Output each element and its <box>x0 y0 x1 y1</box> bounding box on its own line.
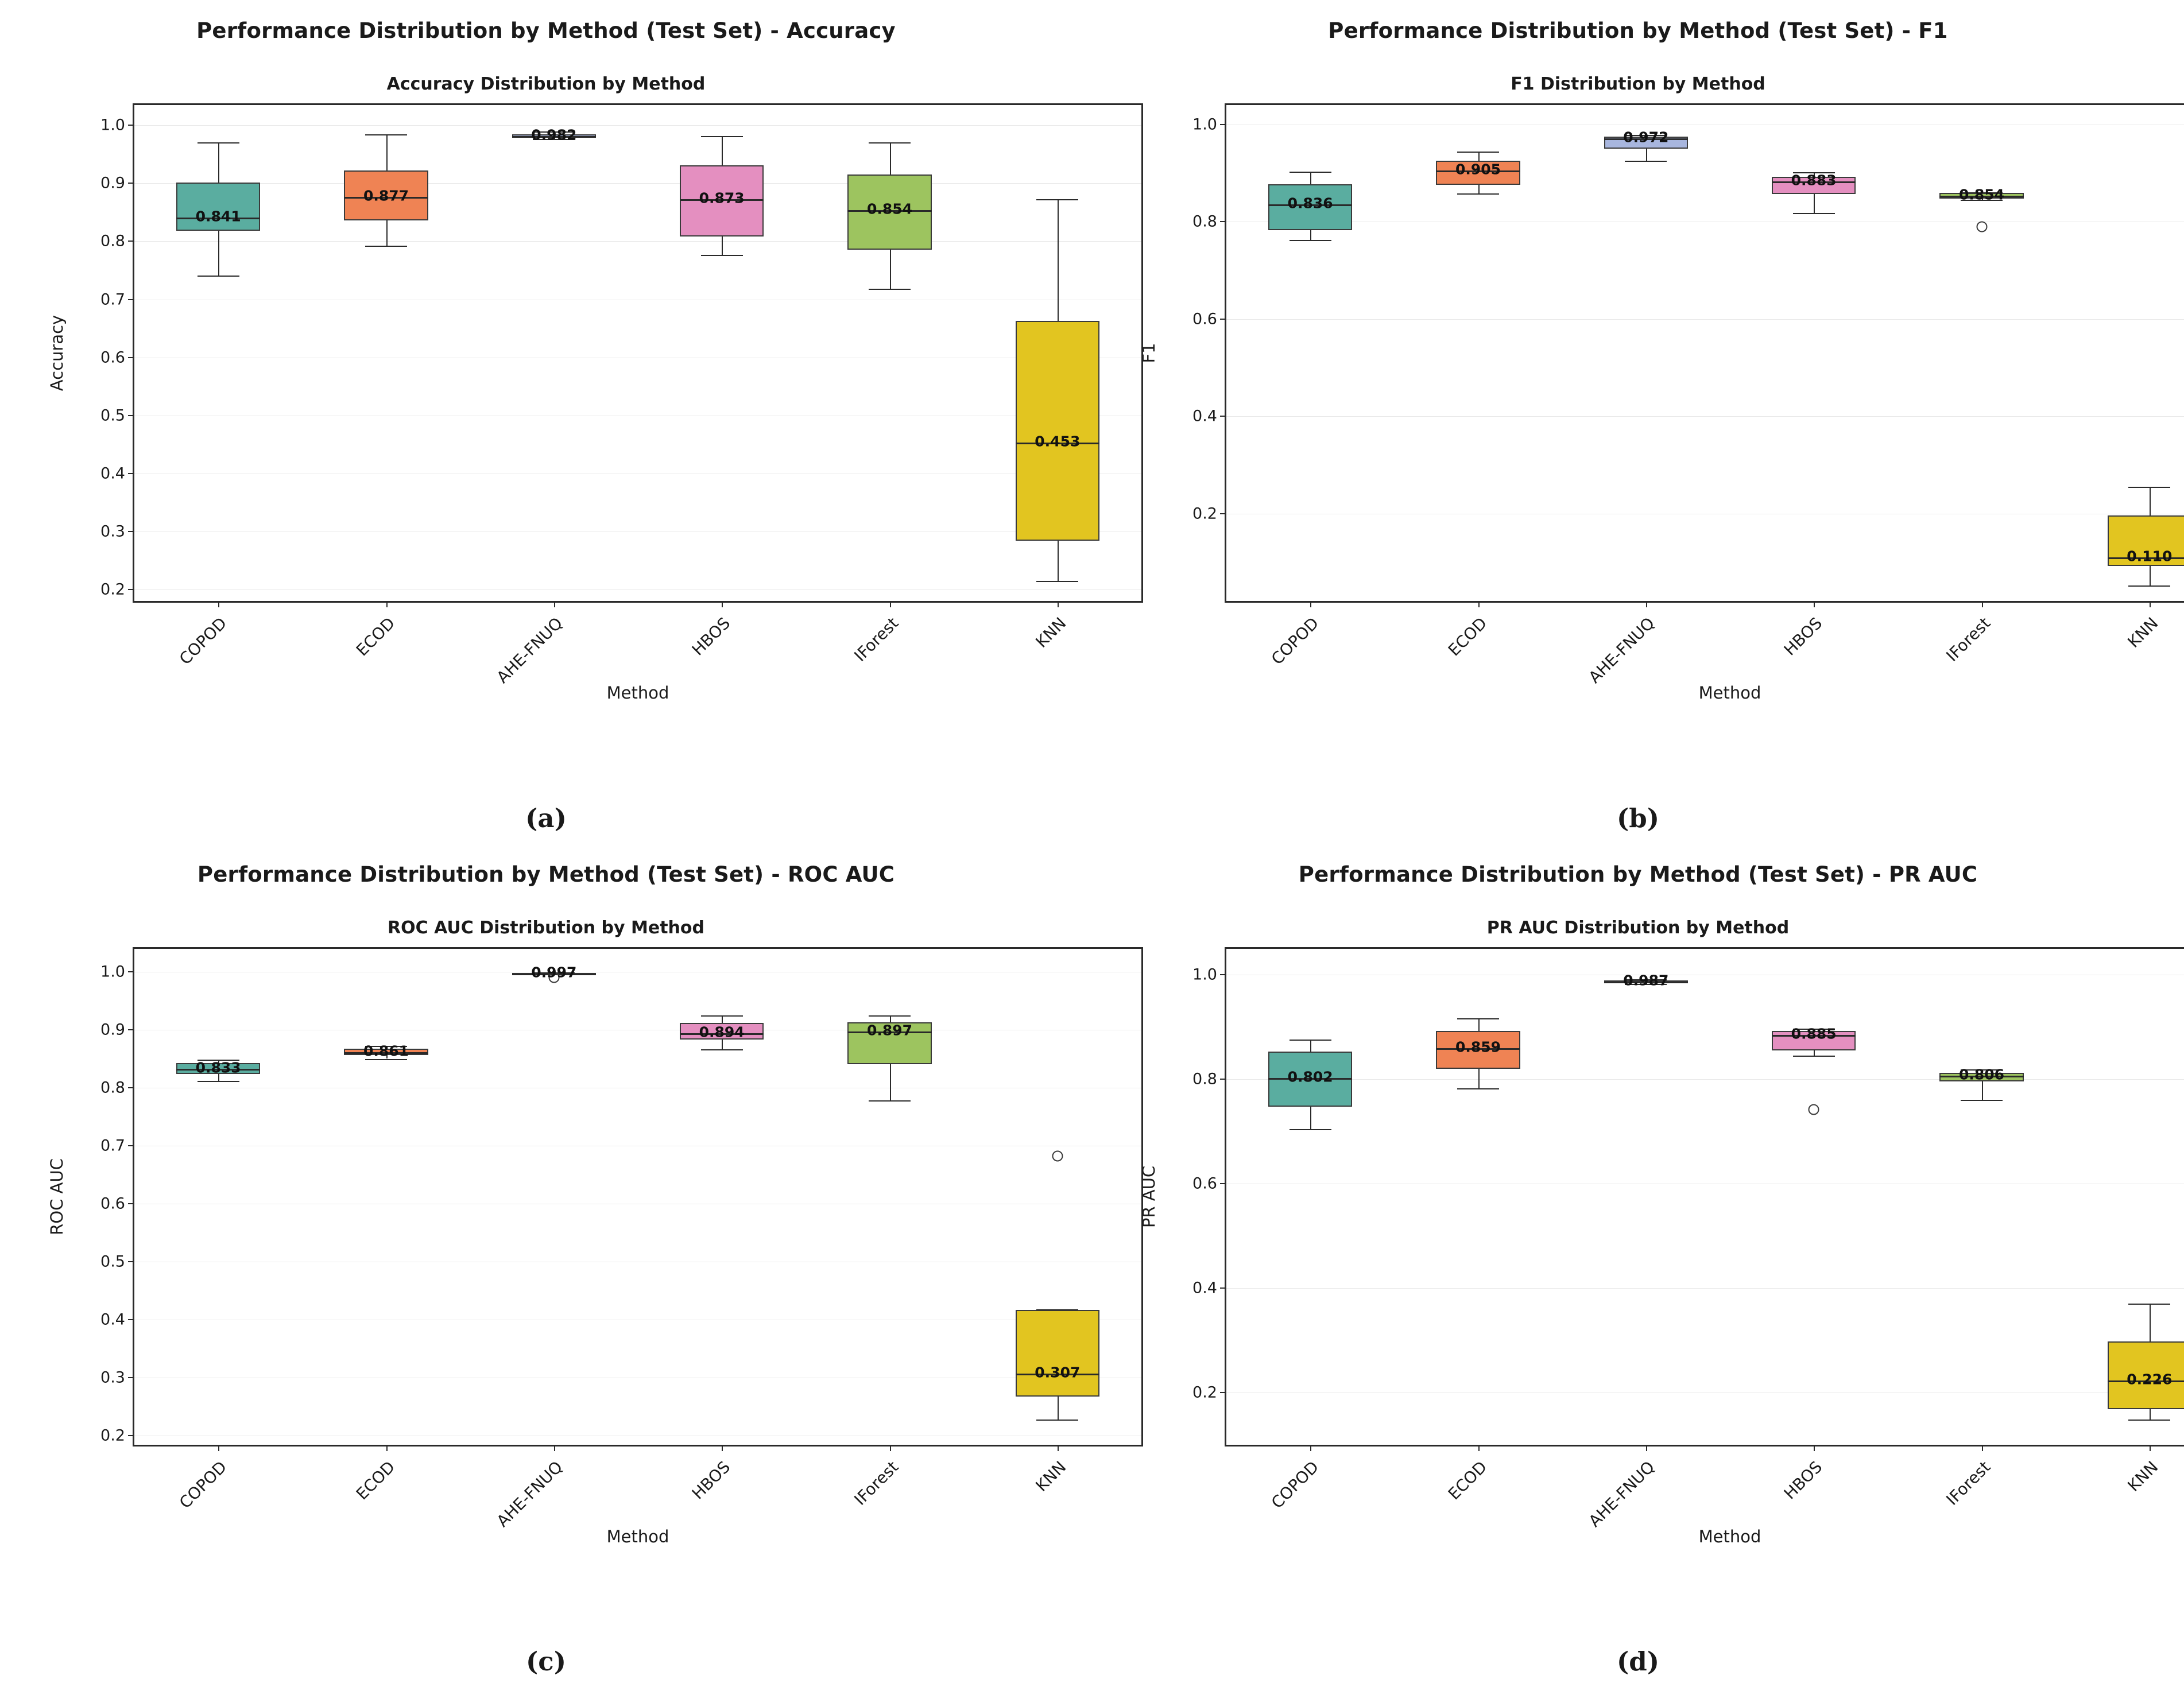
boxplot-whisker-lower <box>1058 541 1059 581</box>
x-tick-label: COPOD <box>175 614 231 669</box>
y-tick-label: 0.5 <box>100 1252 125 1271</box>
panel-b-axes <box>1139 103 2184 703</box>
panel-b-suptitle: Performance Distribution by Method (Test Set) - F1 <box>1328 18 1948 43</box>
x-tick-label: IForest <box>1942 1457 1994 1509</box>
boxplot-cap-upper <box>2128 1304 2170 1305</box>
panel-a-axes-title: Accuracy Distribution by Method <box>386 74 706 94</box>
x-tick-mark <box>554 601 555 607</box>
x-tick-label: HBOS <box>688 1457 734 1503</box>
panel-c-axes <box>47 947 1160 1546</box>
boxplot-median-label: 0.873 <box>699 189 745 207</box>
boxplot-cap-lower <box>1457 1088 1499 1089</box>
boxplot-median-label: 0.987 <box>1623 972 1669 989</box>
y-tick-label: 0.2 <box>1192 1383 1217 1402</box>
y-tick-mark <box>1220 416 1226 417</box>
x-tick-label: ECOD <box>352 614 398 660</box>
panel-d-letter: (d) <box>1616 1646 1660 1677</box>
y-gridline <box>1226 416 2184 417</box>
y-tick-mark <box>1220 124 1226 125</box>
boxplot-cap-lower <box>198 1081 239 1082</box>
boxplot-median-label: 0.110 <box>2127 548 2173 565</box>
x-tick-mark <box>2150 601 2151 607</box>
boxplot-cap-lower <box>2128 585 2170 587</box>
y-tick-mark <box>128 241 134 242</box>
panel-d-suptitle: Performance Distribution by Method (Test Set) - PR AUC <box>1298 862 1978 887</box>
x-tick-label: IForest <box>850 614 902 665</box>
panel-c-ylabel: ROC AUC <box>47 1158 67 1235</box>
boxplot-median-label: 0.883 <box>1791 172 1837 189</box>
boxplot-whisker-lower <box>890 250 891 289</box>
x-tick-label: ECOD <box>352 1457 398 1503</box>
boxplot-whisker-upper <box>722 136 723 166</box>
x-tick-label: COPOD <box>1267 1457 1323 1513</box>
boxplot-whisker-lower <box>1814 1050 1815 1056</box>
boxplot-cap-lower <box>1036 581 1078 582</box>
y-tick-mark <box>128 473 134 474</box>
boxplot-cap-lower <box>701 255 743 256</box>
boxplot-median-label: 0.841 <box>195 208 241 225</box>
boxplot-whisker-lower <box>890 1064 891 1101</box>
boxplot-whisker-upper <box>1310 1040 1311 1052</box>
panel-b-xlabel: Method <box>1698 683 1761 703</box>
boxplot-cap-lower <box>1290 1129 1331 1130</box>
boxplot-cap-lower <box>1793 213 1835 214</box>
y-tick-mark <box>128 1319 134 1320</box>
boxplot-whisker-upper <box>2150 487 2151 515</box>
y-tick-label: 0.6 <box>100 348 125 367</box>
boxplot-median-label: 0.836 <box>1287 195 1333 212</box>
boxplot-median-label: 0.806 <box>1958 1066 2005 1083</box>
y-tick-mark <box>128 1261 134 1262</box>
y-tick-mark <box>1220 1183 1226 1184</box>
x-tick-mark <box>2150 1445 2151 1451</box>
panel-b-ylabel: F1 <box>1139 343 1159 363</box>
panel-a-letter: (a) <box>525 802 567 833</box>
boxplot-cap-upper <box>1457 1018 1499 1019</box>
y-gridline <box>134 183 1141 184</box>
boxplot-box <box>1016 321 1099 541</box>
y-tick-mark <box>128 299 134 300</box>
boxplot-median-label: 0.894 <box>699 1023 745 1041</box>
boxplot-cap-lower <box>701 1049 743 1050</box>
x-tick-mark <box>1646 1445 1647 1451</box>
boxplot-median-label: 0.897 <box>866 1022 913 1039</box>
x-tick-label: AHE-FNUQ <box>493 1457 567 1531</box>
y-gridline <box>134 125 1141 126</box>
boxplot-cap-upper <box>198 142 239 144</box>
panel-c-axes-title: ROC AUC Distribution by Method <box>388 917 704 938</box>
boxplot-cap-upper <box>1290 172 1331 173</box>
boxplot-cap-upper <box>1290 1040 1331 1041</box>
x-tick-mark <box>1646 601 1647 607</box>
x-tick-label: COPOD <box>1267 614 1323 669</box>
panel-b-plot-area <box>1192 103 2184 687</box>
x-tick-label: KNN <box>2124 614 2162 651</box>
x-tick-mark <box>1814 1445 1815 1451</box>
y-tick-label: 0.2 <box>100 580 125 599</box>
y-tick-mark <box>1220 974 1226 975</box>
y-tick-label: 0.2 <box>100 1426 125 1445</box>
panel-c-plot-area <box>100 947 1143 1531</box>
x-tick-mark <box>722 601 723 607</box>
x-tick-mark <box>554 1445 555 1451</box>
boxplot-cap-lower <box>869 1100 911 1102</box>
y-tick-label: 0.2 <box>1192 505 1217 523</box>
x-tick-mark <box>218 601 219 607</box>
x-tick-label: KNN <box>1032 614 1070 651</box>
panel-d-axes <box>1139 947 2184 1546</box>
y-tick-mark <box>128 125 134 126</box>
boxplot-whisker-lower <box>722 236 723 254</box>
boxplot-whisker-upper <box>1478 152 1480 160</box>
x-tick-mark <box>1814 601 1815 607</box>
boxplot-median-label: 0.802 <box>1287 1068 1333 1085</box>
y-tick-label: 0.6 <box>1192 1174 1217 1193</box>
y-gridline <box>134 241 1141 242</box>
y-tick-mark <box>128 415 134 416</box>
boxplot-box <box>1016 1310 1099 1397</box>
x-tick-mark <box>1058 601 1059 607</box>
boxplot-median-label: 0.854 <box>866 200 913 218</box>
panel-b-plot <box>1127 98 2173 703</box>
x-tick-mark <box>1310 601 1311 607</box>
x-tick-label: IForest <box>1942 614 1994 665</box>
y-tick-label: 1.0 <box>100 116 125 134</box>
boxplot-outlier <box>1976 221 1987 232</box>
boxplot-whisker-upper <box>890 142 891 175</box>
boxplot-median-label: 0.307 <box>1035 1364 1081 1381</box>
panel-b-axes-title: F1 Distribution by Method <box>1511 74 1765 94</box>
boxplot-whisker-lower <box>2150 566 2151 585</box>
boxplot-cap-upper <box>701 1015 743 1017</box>
boxplot-cap-upper <box>365 134 407 135</box>
y-tick-label: 0.5 <box>100 406 125 425</box>
boxplot-cap-lower <box>1961 1100 2003 1101</box>
y-tick-label: 0.3 <box>100 522 125 541</box>
boxplot-cap-upper <box>2128 487 2170 488</box>
panel-a-plot-area <box>100 103 1143 687</box>
y-tick-label: 0.4 <box>1192 1279 1217 1297</box>
y-tick-mark <box>1220 1079 1226 1080</box>
boxplot-cap-upper <box>1036 1309 1078 1310</box>
y-tick-mark <box>128 1377 134 1378</box>
boxplot-whisker-upper <box>1478 1018 1480 1031</box>
boxplot-whisker-lower <box>722 1040 723 1049</box>
x-tick-label: KNN <box>1032 1457 1070 1495</box>
x-tick-mark <box>890 1445 891 1451</box>
y-tick-label: 1.0 <box>1192 115 1217 134</box>
panel-c-suptitle: Performance Distribution by Method (Test Set) - ROC AUC <box>197 862 895 887</box>
boxplot-whisker-lower <box>1982 1081 1983 1100</box>
boxplot-cap-lower <box>365 246 407 247</box>
y-tick-label: 0.9 <box>100 174 125 192</box>
boxplot-cap-lower <box>1457 193 1499 195</box>
panel-b-letter: (b) <box>1616 802 1660 833</box>
x-tick-mark <box>1478 1445 1480 1451</box>
y-tick-mark <box>128 1029 134 1030</box>
panel-d-plot-area <box>1192 947 2184 1531</box>
x-tick-label: COPOD <box>175 1457 231 1513</box>
y-tick-label: 0.4 <box>100 1310 125 1329</box>
boxplot-whisker-upper <box>218 142 219 183</box>
panel-a-xlabel: Method <box>606 683 669 703</box>
boxplot-median-label: 0.885 <box>1791 1025 1837 1042</box>
boxplot-outlier <box>1052 1151 1063 1162</box>
boxplot-cap-lower <box>1290 240 1331 241</box>
y-tick-mark <box>128 1087 134 1088</box>
y-tick-mark <box>1220 1392 1226 1393</box>
boxplot-median-label: 0.226 <box>2127 1371 2173 1388</box>
panel-d-ylabel: PR AUC <box>1139 1165 1159 1228</box>
boxplot-cap-upper <box>1457 152 1499 153</box>
y-tick-mark <box>128 1203 134 1204</box>
boxplot-whisker-lower <box>2150 1409 2151 1420</box>
y-tick-mark <box>128 971 134 972</box>
panel-a-ylabel: Accuracy <box>47 315 67 391</box>
panel-d-axes-title: PR AUC Distribution by Method <box>1486 917 1790 938</box>
y-tick-label: 1.0 <box>100 963 125 981</box>
panel-c-xlabel: Method <box>606 1526 669 1546</box>
y-tick-label: 0.4 <box>100 464 125 483</box>
panel-a <box>0 0 1092 844</box>
x-tick-label: HBOS <box>1780 614 1826 660</box>
y-tick-mark <box>128 1145 134 1146</box>
boxplot-median-label: 0.905 <box>1455 161 1501 178</box>
boxplot-whisker-lower <box>218 231 219 276</box>
y-tick-label: 0.8 <box>1192 212 1217 231</box>
boxplot-whisker-lower <box>1814 194 1815 213</box>
boxplot-whisker-lower <box>386 220 388 245</box>
boxplot-median-label: 0.972 <box>1623 129 1669 146</box>
boxplot-whisker-lower <box>1310 230 1311 241</box>
y-tick-label: 0.4 <box>1192 407 1217 425</box>
y-tick-label: 0.8 <box>100 232 125 250</box>
x-tick-label: KNN <box>2124 1457 2162 1495</box>
boxplot-median-label: 0.453 <box>1035 433 1081 450</box>
boxplot-whisker-upper <box>2150 1304 2151 1341</box>
y-tick-label: 1.0 <box>1192 965 1217 984</box>
x-tick-label: HBOS <box>688 614 734 660</box>
boxplot-median-label: 0.861 <box>363 1042 409 1060</box>
boxplot-whisker-lower <box>1478 185 1480 193</box>
y-tick-mark <box>128 357 134 358</box>
boxplot-cap-lower <box>869 289 911 290</box>
panel-a-plot <box>35 98 1081 703</box>
y-tick-label: 0.3 <box>100 1368 125 1387</box>
y-tick-mark <box>1220 1287 1226 1289</box>
x-tick-mark <box>1982 601 1983 607</box>
x-tick-mark <box>1058 1445 1059 1451</box>
panel-c-plot <box>35 941 1081 1546</box>
boxplot-outlier <box>1809 1104 1819 1115</box>
y-tick-mark <box>128 183 134 184</box>
x-tick-mark <box>1478 601 1480 607</box>
boxplot-whisker-upper <box>386 134 388 171</box>
boxplot-median-label: 0.833 <box>195 1059 241 1076</box>
x-tick-mark <box>890 601 891 607</box>
boxplot-median-label: 0.854 <box>1958 186 2005 203</box>
x-tick-label: AHE-FNUQ <box>493 614 567 687</box>
y-gridline <box>1226 1288 2184 1289</box>
y-tick-label: 0.7 <box>100 290 125 309</box>
y-tick-label: 0.9 <box>100 1021 125 1039</box>
boxplot-cap-lower <box>1793 1056 1835 1057</box>
boxplot-whisker-lower <box>1478 1069 1480 1089</box>
panel-a-suptitle: Performance Distribution by Method (Test Set) - Accuracy <box>196 18 896 43</box>
boxplot-median-label: 0.877 <box>363 187 409 204</box>
boxplot-median-label: 0.982 <box>531 126 577 144</box>
boxplot-cap-upper <box>701 136 743 137</box>
boxplot-cap-upper <box>869 1015 911 1017</box>
panel-c-letter: (c) <box>526 1646 566 1677</box>
panel-b <box>1092 0 2184 844</box>
y-tick-label: 0.7 <box>100 1137 125 1155</box>
x-tick-mark <box>386 1445 388 1451</box>
x-tick-mark <box>386 601 388 607</box>
boxplot-whisker-lower <box>1646 149 1647 161</box>
y-tick-mark <box>128 1435 134 1436</box>
x-tick-mark <box>722 1445 723 1451</box>
x-tick-mark <box>218 1445 219 1451</box>
y-tick-mark <box>1220 221 1226 222</box>
y-tick-label: 0.8 <box>1192 1070 1217 1088</box>
panel-c <box>0 844 1092 1687</box>
x-tick-label: ECOD <box>1444 1457 1490 1503</box>
boxplot-whisker-upper <box>1310 172 1311 184</box>
x-tick-label: AHE-FNUQ <box>1585 1457 1659 1531</box>
y-tick-mark <box>1220 513 1226 514</box>
x-tick-label: AHE-FNUQ <box>1585 614 1659 687</box>
panel-a-axes <box>47 103 1160 703</box>
x-tick-mark <box>1982 1445 1983 1451</box>
x-tick-label: HBOS <box>1780 1457 1826 1503</box>
boxplot-cap-lower <box>2128 1420 2170 1421</box>
y-tick-label: 0.6 <box>100 1195 125 1213</box>
y-tick-mark <box>128 589 134 590</box>
y-gridline <box>1226 1079 2184 1080</box>
boxplot-cap-lower <box>1625 161 1667 162</box>
boxplot-median-label: 0.859 <box>1455 1038 1501 1056</box>
x-tick-mark <box>1310 1445 1311 1451</box>
y-tick-label: 0.8 <box>100 1079 125 1097</box>
x-tick-label: IForest <box>850 1457 902 1509</box>
panel-d-plot <box>1127 941 2173 1546</box>
y-tick-label: 0.6 <box>1192 310 1217 328</box>
boxplot-cap-upper <box>869 142 911 144</box>
boxplot-whisker-lower <box>1310 1107 1311 1129</box>
boxplot-whisker-lower <box>1058 1397 1059 1420</box>
y-tick-mark <box>1220 319 1226 320</box>
boxplot-cap-upper <box>1036 199 1078 200</box>
x-tick-label: ECOD <box>1444 614 1490 660</box>
y-tick-mark <box>128 531 134 532</box>
boxplot-cap-lower <box>1036 1420 1078 1421</box>
panel-d-xlabel: Method <box>1698 1526 1761 1546</box>
y-gridline <box>1226 319 2184 320</box>
boxplot-whisker-upper <box>1058 199 1059 321</box>
boxplot-cap-lower <box>198 276 239 277</box>
boxplot-median-label: 0.997 <box>531 964 577 981</box>
panel-d <box>1092 844 2184 1687</box>
